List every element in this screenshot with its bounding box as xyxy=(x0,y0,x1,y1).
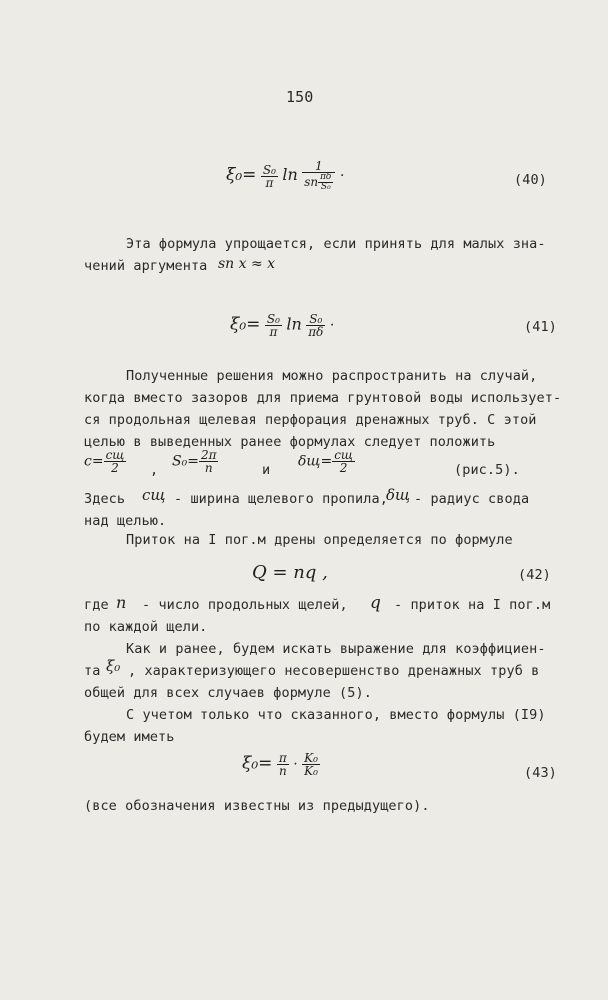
p2-line3: ся продольная щелевая перфорация дренажных труб. С этой xyxy=(84,412,537,428)
eq41-ln: ln xyxy=(286,314,302,334)
p5-line1-c: - приток на I пог.м xyxy=(394,597,551,613)
p6-line1: Как и ранее, будем искать выражение для коэффициен- xyxy=(126,641,546,657)
substitution-delta: δщ= $\frac{cщ}{2}$ xyxy=(298,448,353,475)
p3-line1-math2: δщ xyxy=(386,486,411,504)
eq43-fraction-2: $\frac{\text{K₀}}{\text{K₀}}$ xyxy=(304,751,318,778)
p1-line2-math: sn x ≈ x xyxy=(218,256,276,272)
p3-line1-b: - ширина щелевого пропила, xyxy=(174,491,388,507)
p8-line1: (все обозначения известны из предыдущего). xyxy=(84,798,430,814)
eq41-fraction-1: $\frac{\text{S₀}}{\pi}$ xyxy=(266,312,280,339)
equation-40-number: (40) xyxy=(514,172,547,188)
eq41-dot: · xyxy=(329,317,335,334)
p1-line2: чений аргумента xyxy=(84,258,208,274)
p5-line1-a: где xyxy=(84,597,109,613)
equation-43 xyxy=(242,752,320,777)
p1-line1: Эта формула упрощается, если принять для малых зна- xyxy=(126,236,546,252)
equation-42-number: (42) xyxy=(518,567,551,583)
p6-line2-a: та xyxy=(84,663,101,679)
p3-line2: над щелью. xyxy=(84,513,167,529)
substitution-s0: S₀= $\frac{2\pi}{n}$ xyxy=(172,448,217,475)
p3-line1-c: - радиус свода xyxy=(414,491,530,507)
p3-line1-a: Здесь xyxy=(84,491,126,507)
eq40-fraction-1: $\frac{\text{S₀}}{\pi}$ xyxy=(262,162,276,190)
eq40-lhs: ξ₀= xyxy=(226,165,257,185)
equation-41-number: (41) xyxy=(524,319,557,335)
figure-reference: (рис.5). xyxy=(454,462,520,478)
eq40-dot: · xyxy=(339,168,345,184)
eq43-dot: · xyxy=(293,756,298,773)
eq43-lhs: ξ₀= xyxy=(242,753,273,774)
p5-line1-math1: n xyxy=(116,593,127,612)
p6-line2-b: , характеризующего несовершенство дренажных труб в xyxy=(128,663,540,679)
p2-line4: целью в выведенных ранее формулах следует положить xyxy=(84,434,496,450)
equation-42: Q = nq , xyxy=(252,562,328,583)
eq40-fraction-2: 1 sn $\frac{\pi\delta}{\text{S₀}}$ xyxy=(302,160,335,192)
equation-40 xyxy=(226,160,344,192)
p2-line2: когда вместо зазоров для приема грунтовой воды использует- xyxy=(84,390,562,406)
eq43-fraction-1: $\frac{\pi}{n}$ xyxy=(278,751,287,778)
p7-line1: С учетом только что сказанного, вместо формулы (I9) xyxy=(126,707,546,723)
p5-line1-math2: q xyxy=(370,593,381,613)
eq41-fraction-2: $\frac{\text{S₀}}{\pi\delta}$ xyxy=(308,312,324,339)
p6-line2-math: ξ₀ xyxy=(106,657,121,675)
page-number: 150 xyxy=(286,88,314,106)
equation-43-number: (43) xyxy=(524,765,557,781)
equation-41 xyxy=(230,313,334,338)
p4-line1: Приток на I пог.м дрены определяется по формуле xyxy=(126,532,513,548)
substitution-c: c= $\frac{cщ}{2}$ xyxy=(84,448,125,475)
eq40-ln: ln xyxy=(282,165,298,184)
p2-line1: Полученные решения можно распространить на случай, xyxy=(126,368,538,384)
p5-line1-b: - число продольных щелей, xyxy=(142,597,348,613)
p6-line3: общей для всех случаев формуле (5). xyxy=(84,685,372,701)
p5-line2: по каждой щели. xyxy=(84,619,208,635)
eq41-lhs: ξ₀= xyxy=(230,314,261,335)
p3-line1-math1: cщ xyxy=(142,486,166,504)
substitution-separator: , xyxy=(150,462,159,478)
substitution-and: и xyxy=(262,462,271,478)
p7-line2: будем иметь xyxy=(84,729,175,745)
